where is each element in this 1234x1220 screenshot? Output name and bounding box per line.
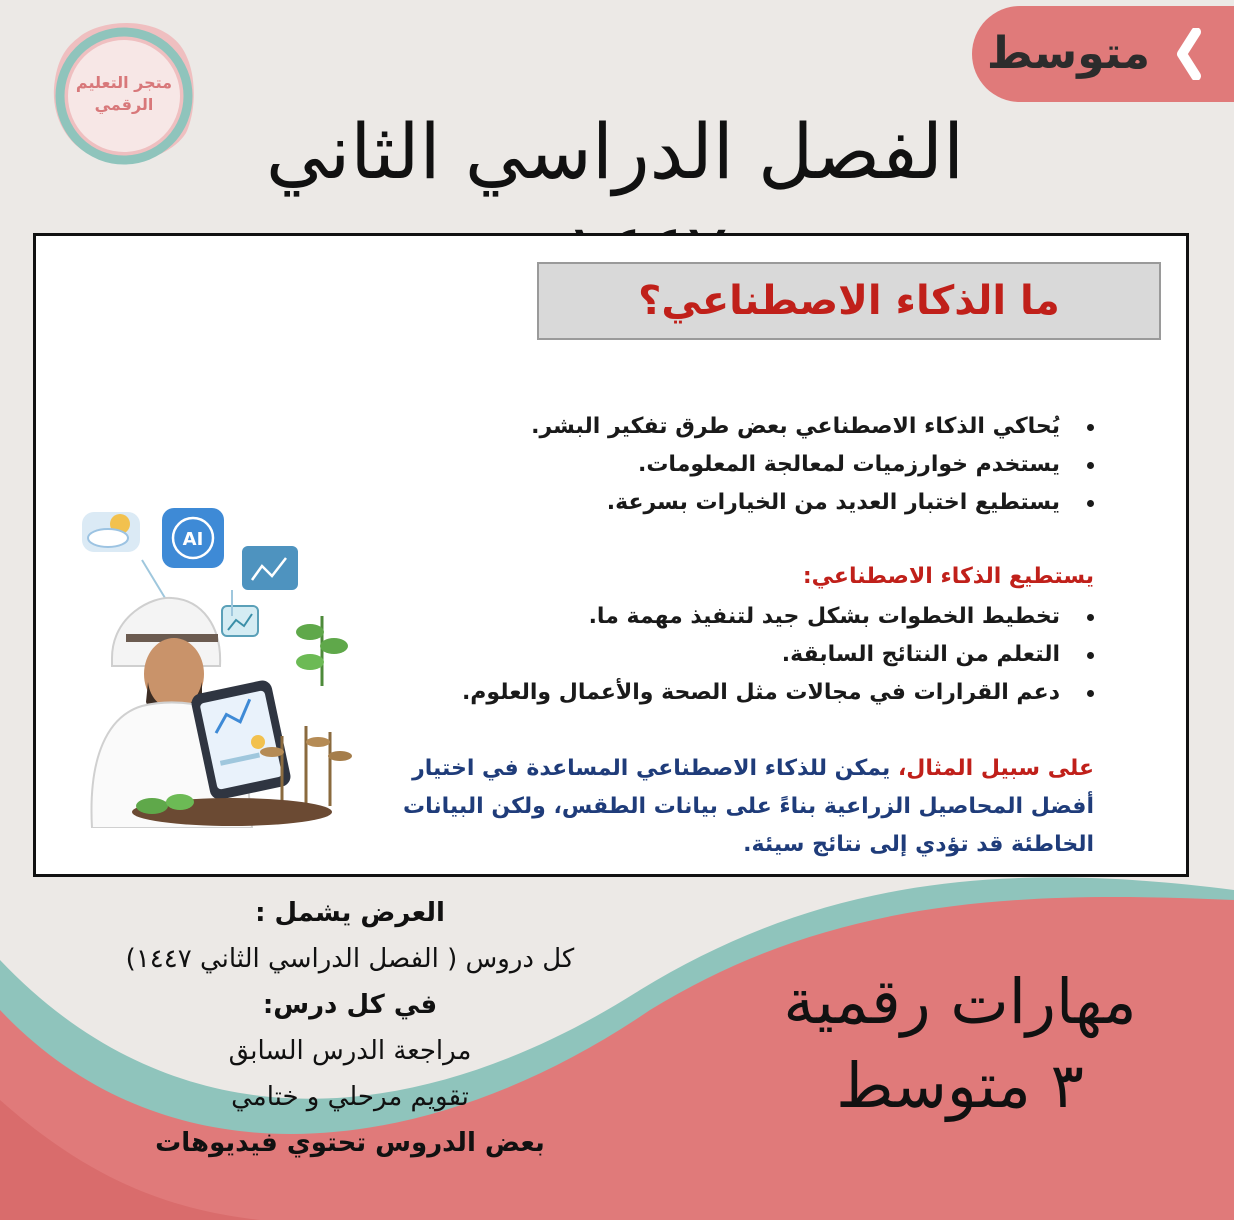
slide-subheading: يستطيع الذكاء الاصطناعي: bbox=[802, 564, 1094, 589]
level-tab[interactable] bbox=[972, 6, 1234, 102]
package-contents bbox=[70, 890, 630, 1166]
example-paragraph bbox=[386, 750, 1094, 864]
lesson-slide-preview bbox=[33, 233, 1189, 877]
farmer-ai-illustration bbox=[82, 506, 352, 828]
contents-heading: العرض يشمل : bbox=[255, 898, 445, 928]
logo-line-2: الرقمي bbox=[94, 95, 154, 114]
list-item: التعلم من النتائج السابقة. bbox=[462, 636, 1094, 674]
per-lesson-heading: في كل درس: bbox=[262, 990, 438, 1020]
example-lead: على سبيل المثال، bbox=[897, 756, 1094, 781]
contents-line-all-lessons: كل دروس ( الفصل الدراسي الثاني ١٤٤٧) bbox=[125, 944, 575, 974]
list-item: دعم القرارات في مجالات مثل الصحة والأعمال والعلوم. bbox=[462, 674, 1094, 712]
cloud-icon bbox=[82, 512, 140, 552]
product-title bbox=[760, 960, 1160, 1128]
product-grade: ٣ متوسط bbox=[836, 1049, 1084, 1122]
level-label: متوسط bbox=[986, 28, 1150, 79]
bullet-list-1 bbox=[531, 408, 1094, 522]
contents-line-review: مراجعة الدرس السابق bbox=[228, 1036, 472, 1066]
contents-line-assessment: تقويم مرحلي و ختامي bbox=[231, 1082, 469, 1112]
ai-badge-text: AI bbox=[182, 529, 204, 550]
page-title: الفصل الدراسي الثاني bbox=[265, 107, 965, 196]
bullet-list-2 bbox=[462, 598, 1094, 712]
list-item: يستخدم خوارزميات لمعالجة المعلومات. bbox=[531, 446, 1094, 484]
list-item: تخطيط الخطوات بشكل جيد لتنفيذ مهمة ما. bbox=[462, 598, 1094, 636]
slide-heading: ما الذكاء الاصطناعي؟ bbox=[537, 262, 1161, 340]
example-text: يمكن للذكاء الاصطناعي المساعدة في اختيار أفضل المحاصيل الزراعية بناءً على بيانات الطقس، ولكن البيانات الخاطئة قد تؤدي إلى نتائج سيئة. bbox=[403, 756, 1094, 857]
list-item: يُحاكي الذكاء الاصطناعي بعض طرق تفكير البشر. bbox=[531, 408, 1094, 446]
product-subject: مهارات رقمية bbox=[783, 965, 1137, 1038]
ai-chip-icon bbox=[162, 508, 224, 568]
chevron-right-icon bbox=[1176, 28, 1206, 80]
chart-icon bbox=[242, 546, 298, 590]
contents-line-videos: بعض الدروس تحتوي فيديوهات bbox=[155, 1128, 545, 1158]
list-item: يستطيع اختبار العديد من الخيارات بسرعة. bbox=[531, 484, 1094, 522]
logo-line-1: متجر التعليم bbox=[75, 73, 173, 92]
graph-icon bbox=[222, 606, 258, 636]
